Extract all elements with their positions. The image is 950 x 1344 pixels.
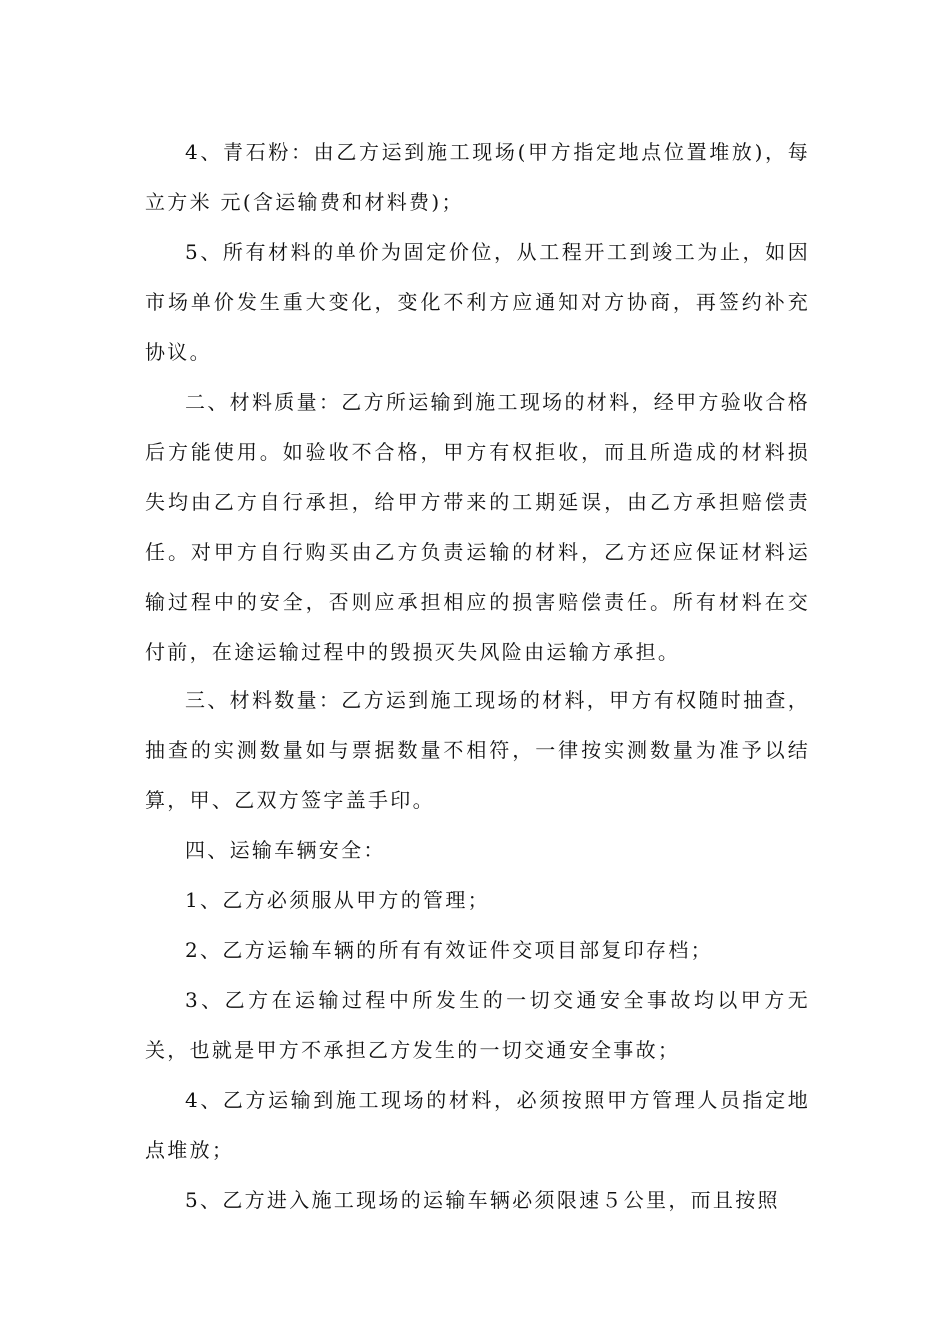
paragraph-section-3-material-quantity: 三、材料数量：乙方运到施工现场的材料，甲方有权随时抽查，抽查的实测数量如与票据数量不相符，一律按实测数量为准予以结算，甲、乙双方签字盖手印。 [145,688,810,812]
heading-section-4-vehicle-safety: 四、运输车辆安全： [185,838,386,862]
paragraph-vehicle-item-2: 2、乙方运输车辆的所有有效证件交项目部复印存档； [185,938,713,962]
paragraph-item-4-stone-powder: 4、青石粉：由乙方运到施工现场(甲方指定地点位置堆放)，每立方米 元(含运输费和材料费)； [145,140,810,214]
paragraph-vehicle-item-1: 1、乙方必须服从甲方的管理； [185,888,490,912]
paragraph-vehicle-item-3: 3、乙方在运输过程中所发生的一切交通安全事故均以甲方无关，也就是甲方不承担乙方发生的一切交通安全事故； [145,988,810,1062]
paragraph-vehicle-item-5: 5、乙方进入施工现场的运输车辆必须限速５公里，而且按照 [185,1188,780,1212]
paragraph-item-5-unit-price: 5、所有材料的单价为固定价位，从工程开工到竣工为止，如因市场单价发生重大变化，变化不利方应通知对方协商，再签约补充协议。 [145,240,810,364]
paragraph-section-2-material-quality: 二、材料质量：乙方所运输到施工现场的材料，经甲方验收合格后方能使用。如验收不合格，甲方有权拒收，而且所造成的材料损失均由乙方自行承担，给甲方带来的工期延误，由乙方承担赔偿责任。对甲方自行购买由乙方负责运输的材料，乙方还应保证材料运输过程中的安全，否则应承担相应的损害赔偿责任。所有材料在交付前，在途运输过程中的毁损灭失风险由运输方承担。 [145,390,810,664]
paragraph-vehicle-item-4: 4、乙方运输到施工现场的材料，必须按照甲方管理人员指定地点堆放； [145,1088,810,1162]
